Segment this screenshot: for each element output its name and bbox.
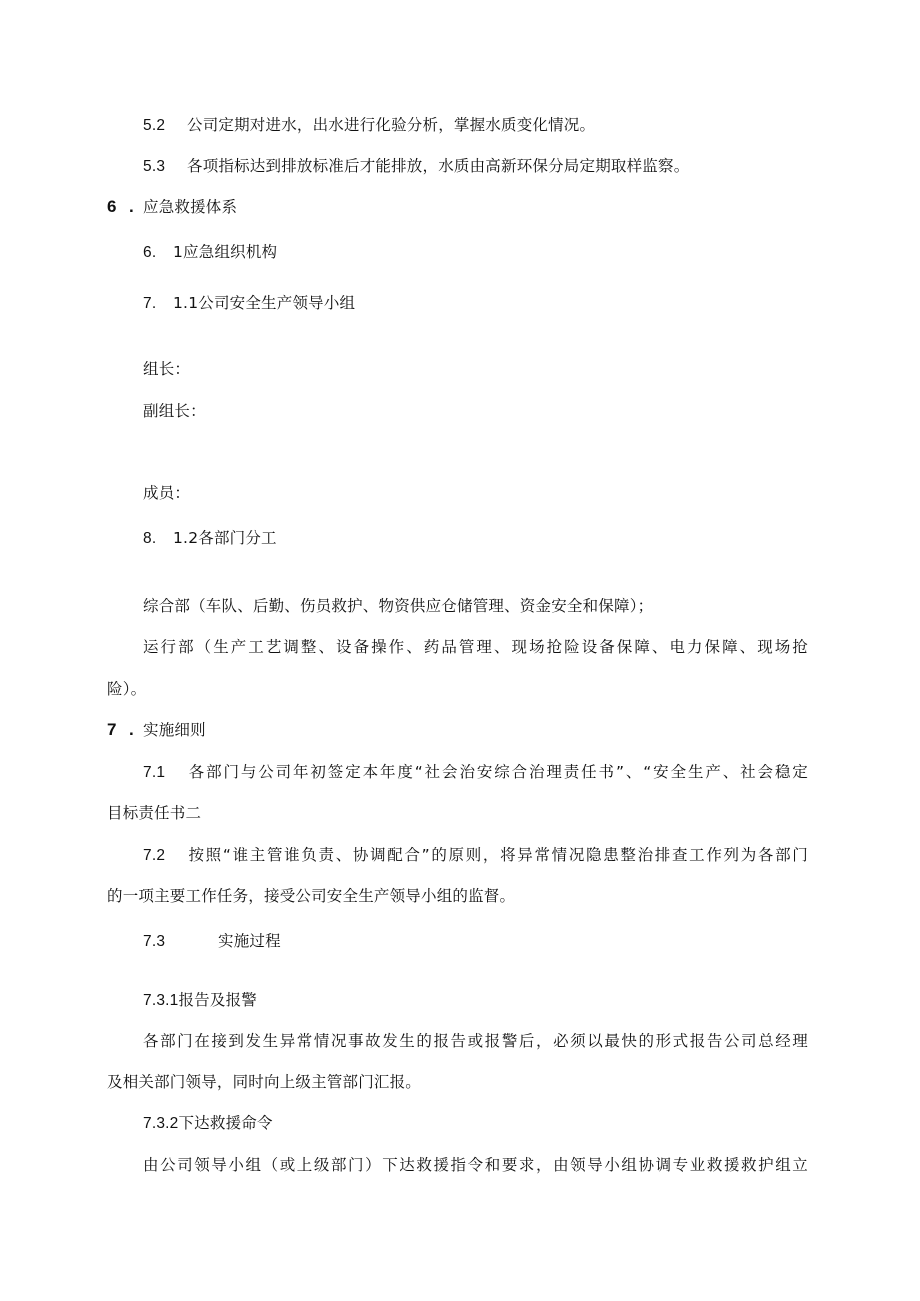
paragraph-text: 公司定期对进水，出水进行化验分析，掌握水质变化情况。	[187, 116, 596, 134]
heading-7	[107, 719, 206, 741]
section-number: 7.3.2	[143, 1115, 179, 1132]
paragraph-text: 报告及报警	[178, 991, 257, 1009]
heading-dot: .	[129, 197, 134, 216]
section-number: 7.3	[143, 933, 166, 950]
section-number: 7.3.1	[143, 992, 179, 1009]
paragraph-7-1-1	[143, 292, 355, 315]
dept-operations-line1: 运行部（生产工艺调整、设备操作、药品管理、现场抢险设备保障、电力保障、现场抢	[143, 638, 808, 656]
section-number: 5.3	[143, 158, 166, 175]
paragraph-text: 下达救援命令	[178, 1114, 273, 1132]
paragraph-7-2-line2: 的一项主要工作任务，接受公司安全生产领导小组的监督。	[107, 887, 516, 905]
section-number: 6.	[143, 244, 157, 261]
heading-text: 实施细则	[143, 721, 206, 739]
paragraph-5-2	[143, 114, 595, 137]
section-number: 7.1	[143, 764, 166, 781]
paragraph-text: 1应急组织机构	[173, 243, 278, 261]
paragraph-6-1	[143, 241, 277, 264]
heading-number: 6	[107, 197, 117, 216]
paragraph-8-1-2	[143, 527, 277, 550]
paragraph-text: 1.1公司安全生产领导小组	[173, 294, 356, 312]
section-number: 5.2	[143, 117, 166, 134]
heading-text: 应急救援体系	[143, 198, 238, 216]
paragraph-7-3-1-body-line2: 及相关部门领导，同时向上级主管部门汇报。	[107, 1073, 422, 1091]
paragraph-7-2-line1	[143, 844, 808, 867]
paragraph-7-1-line1	[143, 761, 808, 784]
paragraph-text: 1.2各部门分工	[173, 529, 277, 547]
paragraph-7-1-line2: 目标责任书二	[107, 804, 202, 822]
section-number: 7.	[143, 295, 157, 312]
paragraph-text: 各部门与公司年初签定本年度“社会治安综合治理责任书”、“安全生产、社会稳定	[187, 763, 808, 781]
members-label: 成员：	[143, 484, 191, 502]
vice-leader-label: 副组长：	[143, 402, 206, 420]
heading-6	[107, 196, 237, 218]
heading-dot: .	[129, 720, 134, 739]
paragraph-7-3-2	[143, 1112, 273, 1135]
dept-general-affairs: 综合部（车队、后勤、伤员救护、物资供应仓储管理、资金安全和保障）；	[143, 597, 654, 615]
section-number: 8.	[143, 530, 157, 547]
paragraph-5-3	[143, 155, 689, 178]
paragraph-7-3-1-body-line1: 各部门在接到发生异常情况事故发生的报告或报警后，必须以最快的形式报告公司总经理	[143, 1032, 808, 1050]
paragraph-text: 实施过程	[218, 932, 281, 950]
paragraph-7-3	[143, 930, 281, 953]
paragraph-text: 各项指标达到排放标准后才能排放，水质由高新环保分局定期取样监察。	[187, 157, 690, 175]
leader-label: 组长：	[143, 360, 191, 378]
dept-operations-line2: 险）。	[107, 680, 147, 698]
paragraph-7-3-2-body-line1: 由公司领导小组（或上级部门）下达救援指令和要求，由领导小组协调专业救援救护组立	[143, 1156, 808, 1174]
paragraph-7-3-1	[143, 989, 257, 1012]
paragraph-text: 按照“谁主管谁负责、协调配合”的原则，将异常情况隐患整治排查工作列为各部门	[187, 846, 808, 864]
section-number: 7.2	[143, 847, 166, 864]
heading-number: 7	[107, 720, 117, 739]
